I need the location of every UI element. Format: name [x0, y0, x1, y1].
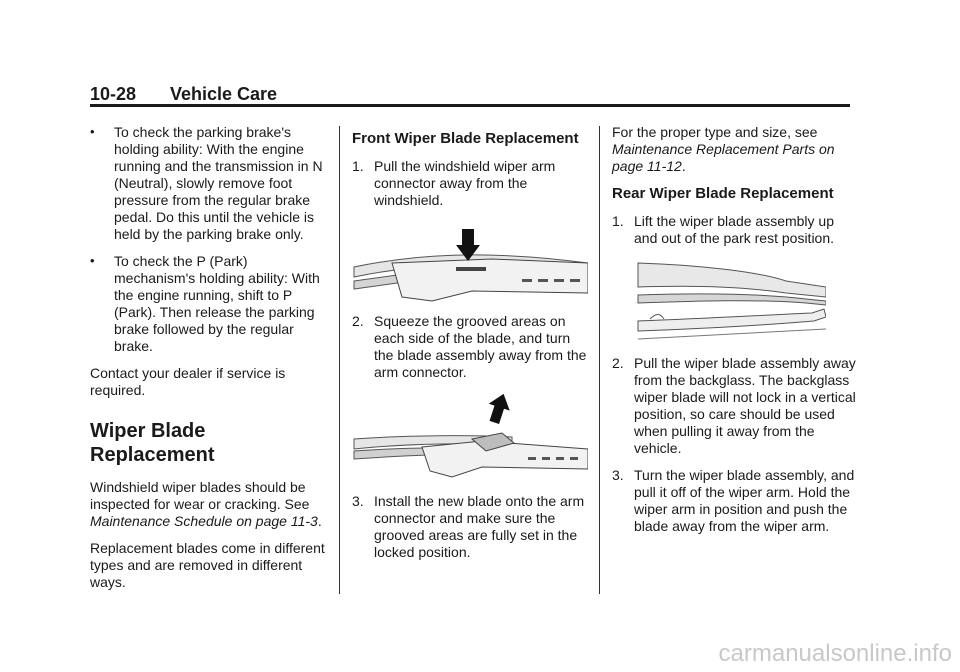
front-wiper-figure-2 — [352, 391, 588, 487]
step-number: 1. — [612, 213, 624, 229]
section-title: Vehicle Care — [170, 84, 278, 104]
bullet-text: To check the P (Park) mechanism's holding ability: With the engine running, shift to P (Park). Then release the parking brake followed by the regular brake. — [114, 253, 320, 354]
step-text: Turn the wiper blade assembly, and pull it off of the wiper arm. Hold the wiper arm in position and push the blade away from the wiper arm. — [634, 467, 855, 534]
step-item — [612, 355, 857, 457]
inspection-paragraph — [90, 479, 330, 530]
column-divider-2 — [599, 126, 600, 594]
rear-wiper-heading: Rear Wiper Blade Replacement — [612, 185, 834, 202]
rear-wiper-figure — [636, 257, 826, 349]
header-rule — [90, 104, 850, 107]
step-number: 1. — [352, 158, 364, 174]
column-2 — [352, 124, 592, 571]
bullet-item — [90, 124, 330, 243]
bullet-icon: • — [90, 124, 95, 139]
step-number: 3. — [612, 467, 624, 483]
step-item — [352, 493, 592, 561]
period: . — [317, 513, 322, 529]
column-3 — [612, 124, 857, 545]
bullet-item — [90, 253, 330, 355]
step-item — [352, 313, 592, 381]
step-item — [612, 213, 857, 247]
bullet-icon: • — [90, 253, 95, 268]
bullet-text: To check the parking brake's holding ability: With the engine running and the transmission in N (Neutral), slowly remove foot pressure from the regular brake pedal. Do this until the vehicle is held by the parking brake only. — [114, 124, 323, 242]
step-text: Squeeze the grooved areas on each side of the blade, and turn the blade assembly away from the arm connector. — [374, 313, 587, 380]
front-wiper-figure-1 — [352, 219, 588, 307]
page-number: 10-28 — [90, 84, 137, 104]
period: . — [681, 158, 686, 174]
step-item — [352, 158, 592, 209]
contact-dealer-text: Contact your dealer if service is required. — [90, 365, 286, 398]
step-number: 3. — [352, 493, 364, 509]
column-divider-1 — [339, 126, 340, 594]
step-text: Pull the windshield wiper arm connector away from the windshield. — [374, 158, 556, 208]
inspection-text: Windshield wiper blades should be inspected for wear or cracking. See — [90, 479, 310, 512]
page-header — [90, 84, 850, 104]
wiper-blade-replacement-heading: Wiper Blade Replacement — [90, 420, 215, 466]
step-number: 2. — [352, 313, 364, 329]
step-text: Lift the wiper blade assembly up and out of the park rest position. — [634, 213, 835, 246]
front-wiper-heading: Front Wiper Blade Replacement — [352, 130, 579, 147]
column-1 — [90, 124, 330, 601]
proper-type-paragraph — [612, 124, 857, 175]
maintenance-parts-link[interactable]: Maintenance Replacement Parts on page 11-12 — [612, 141, 835, 174]
step-text: Install the new blade onto the arm connector and make sure the grooved areas are fully set in the locked position. — [374, 493, 585, 560]
step-text: Pull the wiper blade assembly away from the backglass. The backglass wiper blade will not lock in a vertical position, so care should be used when pulling it away from the vehicle. — [634, 355, 856, 456]
replacement-blades-paragraph: Replacement blades come in different types and are removed in different ways. — [90, 540, 325, 590]
proper-type-text: For the proper type and size, see — [612, 124, 818, 140]
step-item — [612, 467, 857, 535]
step-number: 2. — [612, 355, 624, 371]
maintenance-schedule-link[interactable]: Maintenance Schedule on page 11-3 — [90, 513, 318, 529]
watermark-text: carmanualsonline.info — [718, 640, 952, 667]
